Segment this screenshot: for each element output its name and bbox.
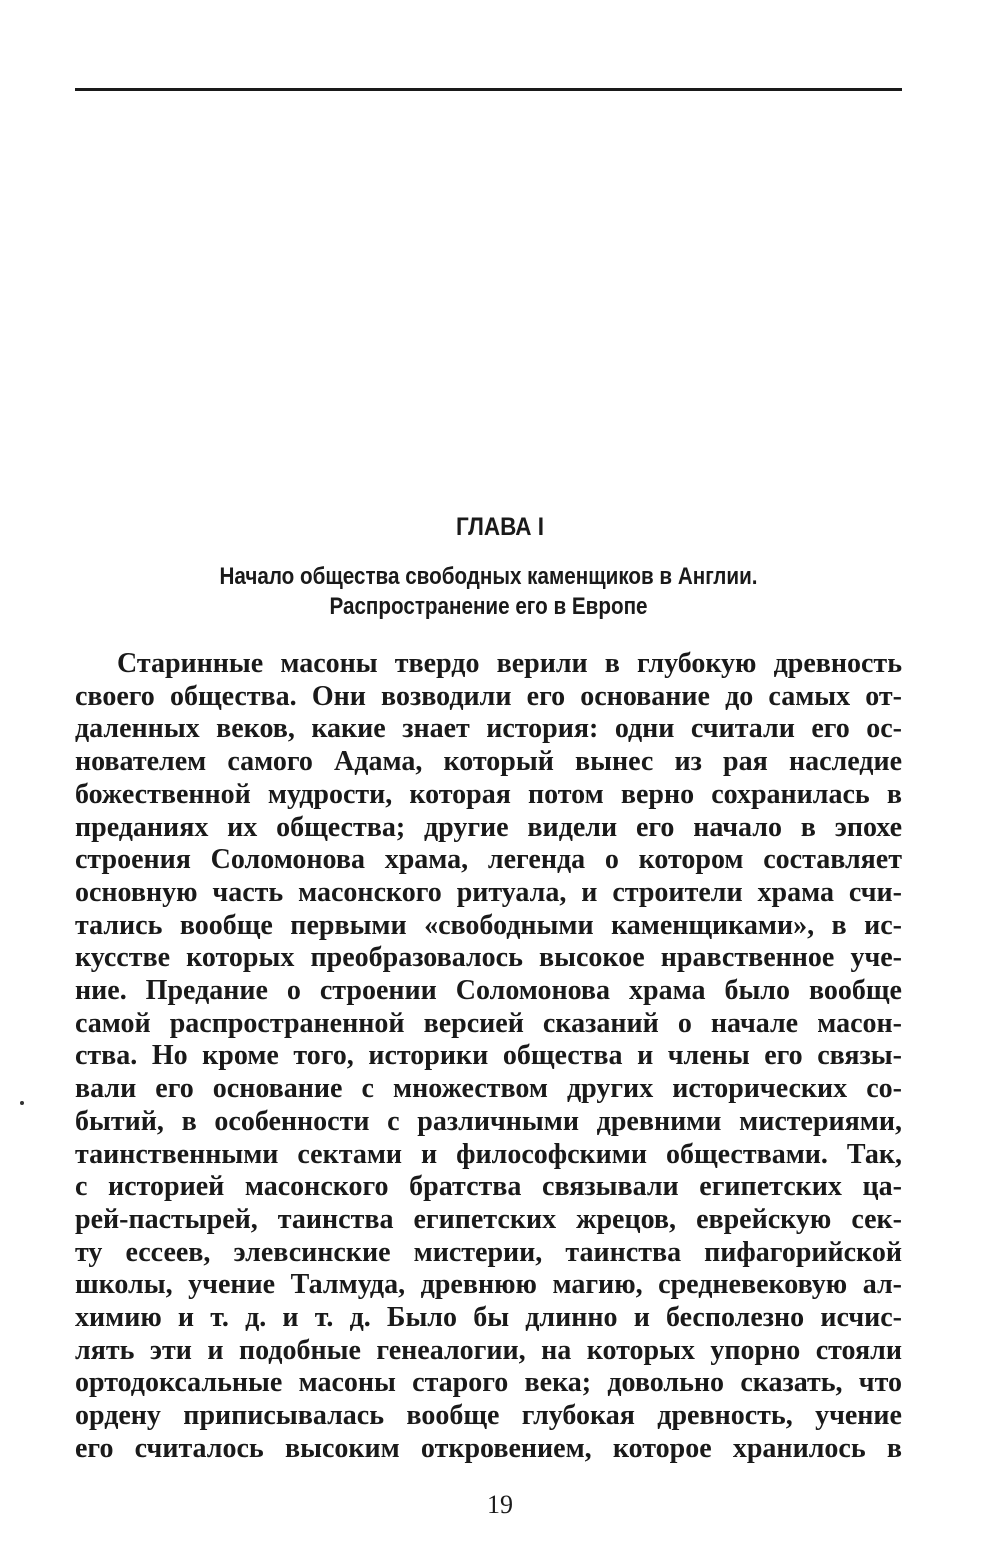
- header-rule: [75, 88, 902, 91]
- body-line: ордену приписывалась вообще глубокая древность, учение: [75, 1400, 902, 1431]
- margin-speck: [20, 1101, 24, 1105]
- body-line: кусстве которых преобразовалось высокое нравственное уче-: [75, 942, 902, 973]
- body-line: с историей масонского братства связывали египетских ца-: [75, 1171, 902, 1202]
- body-line: рей-пастырей, таинства египетских жрецов, еврейскую сек-: [75, 1204, 902, 1235]
- body-line: своего общества. Они возводили его основание до самых от-: [75, 681, 902, 712]
- body-line: строения Соломонова храма, легенда о котором составляет: [75, 844, 902, 875]
- body-line: химию и т. д. и т. д. Было бы длинно и бесполезно исчис-: [75, 1302, 902, 1333]
- body-line: Старинные масоны твердо верили в глубокую древность: [117, 648, 902, 679]
- body-line: ту ессеев, элевсинские мистерии, таинства пифагорийской: [75, 1237, 902, 1268]
- body-line: школы, учение Талмуда, древнюю магию, средневековую ал-: [75, 1269, 902, 1300]
- body-line: божественной мудрости, которая потом верно сохранилась в: [75, 779, 902, 810]
- chapter-title-line-2: Распространение его в Европе: [329, 593, 648, 620]
- body-line: вали его основание с множеством других исторических со-: [75, 1073, 902, 1104]
- body-line: ортодоксальные масоны старого века; довольно сказать, что: [75, 1367, 902, 1398]
- body-line: нователем самого Адама, который вынес из рая наследие: [75, 746, 902, 777]
- body-line: бытий, в особенности с различными древними мистериями,: [75, 1106, 902, 1137]
- body-line: самой распространенной версией сказаний о начале масон-: [75, 1008, 902, 1039]
- body-line: преданиях их общества; другие видели его начало в эпохе: [75, 812, 902, 843]
- body-line: тались вообще первыми «свободными каменщиками», в ис-: [75, 910, 902, 941]
- chapter-title-line-1: Начало общества свободных каменщиков в Англии.: [219, 563, 758, 590]
- body-line: основную часть масонского ритуала, и строители храма счи-: [75, 877, 902, 908]
- body-line: его считалось высоким откровением, которое хранилось в: [75, 1433, 902, 1464]
- body-line: таинственными сектами и философскими обществами. Так,: [75, 1139, 902, 1170]
- body-line: даленных веков, какие знает история: одни считали его ос-: [75, 713, 902, 744]
- chapter-label: ГЛАВА I: [455, 513, 545, 541]
- page-number: 19: [487, 1490, 513, 1519]
- body-line: ства. Но кроме того, историки общества и члены его связы-: [75, 1040, 902, 1071]
- body-line: лять эти и подобные генеалогии, на которых упорно стояли: [75, 1335, 902, 1366]
- body-line: ние. Предание о строении Соломонова храма было вообще: [75, 975, 902, 1006]
